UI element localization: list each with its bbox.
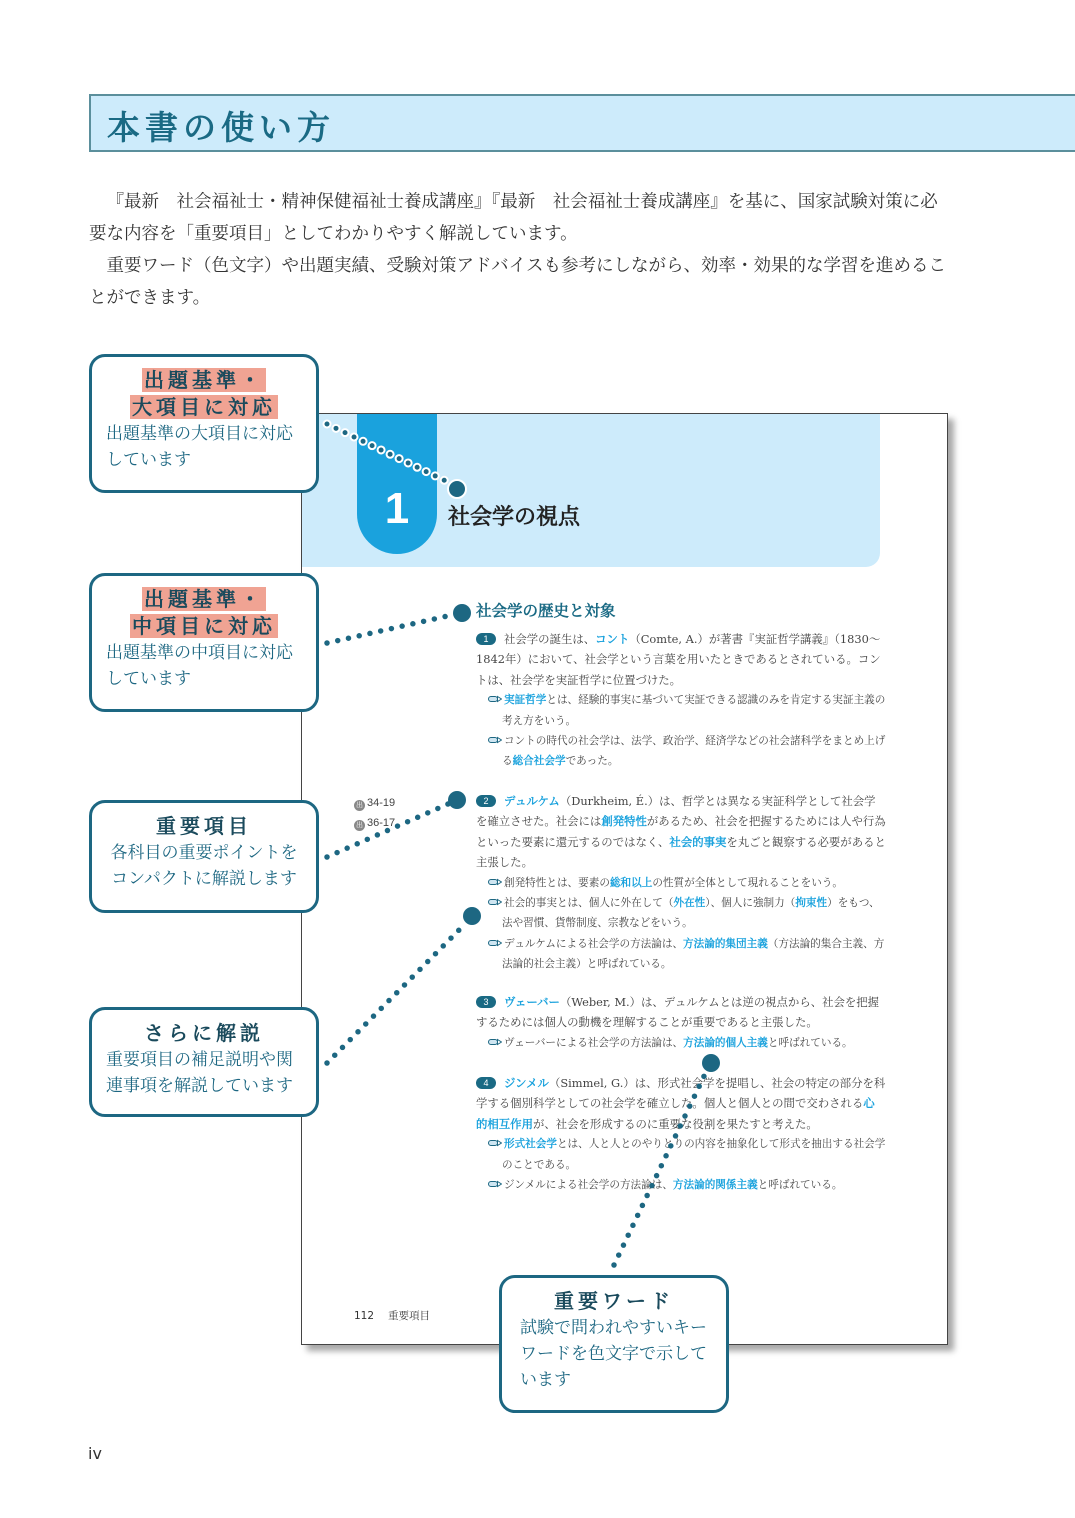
chapter-number: 1 — [384, 484, 410, 533]
callout-heading: さらに解説 — [144, 1021, 264, 1045]
item-text: 2 デュルケム（Durkheim, É.）は、哲学とは異なる実証科学として社会学を確立させた。社会には創発特性があるため、社会を把握するためには人や行為といった要素に還元するのではなく、社会的事実を丸ごと観察する必要があると主張した。 — [476, 794, 886, 870]
callout-description: 試験で問われやすいキーワードを色文字で示しています — [520, 1318, 707, 1390]
pencil-icon — [488, 1180, 502, 1188]
intro-paragraph: 『最新 社会福祉士・精神保健福祉士養成講座』『最新 社会福祉士養成講座』を基に、国家試験対策に必要な内容を「重要項目」としてわかりやすく解説しています。 — [89, 192, 938, 244]
sample-page — [301, 413, 948, 1345]
keyword: ヴェーバー — [504, 995, 560, 1009]
keyword: ジンメル — [504, 1076, 549, 1090]
key-item-2 — [476, 791, 886, 975]
supplement-note: ヴェーバーによる社会学の方法論は、方法論的個人主義と呼ばれている。 — [476, 1033, 886, 1053]
callout-further-explanation — [89, 1007, 319, 1117]
callout-heading: 中項目に対応 — [132, 614, 276, 638]
exam-reference: 出 34-19 — [356, 797, 396, 809]
exam-reference-list — [354, 793, 395, 833]
keyword: 社会的事実 — [669, 834, 727, 849]
item-number-badge: 2 — [476, 795, 496, 807]
chapter-title: 社会学の視点 — [448, 505, 581, 530]
item-number-badge: 1 — [476, 633, 496, 645]
key-item-4 — [476, 1073, 886, 1195]
chapter-band — [302, 414, 880, 567]
item-text: 4 ジンメル（Simmel, G.）は、形式社会学を提唱し、社会の特定の部分を科学する個別科学としての社会学を確立した。個人と個人との間で交わされる心的相互作用が、社会を形成するのに重要な役割を果たすと考えた。 — [476, 1076, 886, 1131]
callout-key-word — [499, 1275, 729, 1413]
keyword: 総和以上 — [609, 876, 653, 889]
keyword: 形式社会学 — [504, 1138, 557, 1151]
pencil-icon — [488, 878, 502, 886]
key-item-3 — [476, 992, 886, 1053]
pencil-icon — [488, 898, 502, 906]
keyword: 外在性 — [673, 897, 706, 910]
pencil-icon — [488, 736, 502, 744]
callout-description: 重要項目の補足説明や関連事項を解説しています — [106, 1050, 293, 1096]
callout-heading: 大項目に対応 — [132, 395, 276, 419]
pencil-icon — [488, 1139, 502, 1147]
keyword: 方法論的関係主義 — [672, 1179, 758, 1192]
item-text: 1 社会学の誕生は、コント（Comte, A.）が著書『実証哲学講義』（1830～1842年）において、社会学という言葉を用いたときであるとされている。コントは、社会学を実証哲学に位置づけた。 — [476, 632, 881, 687]
exam-icon: 出 — [356, 822, 363, 829]
page-title: 本書の使い方 — [107, 108, 335, 147]
pencil-icon — [488, 939, 502, 947]
callout-heading: 出題基準・ — [144, 587, 264, 611]
keyword: 創発特性 — [601, 814, 647, 829]
key-item-1 — [476, 629, 886, 772]
item-number-badge: 4 — [476, 1077, 496, 1089]
exam-icon: 出 — [356, 802, 363, 809]
supplement-note: 形式社会学とは、人と人とのやりとりの内容を抽象化して形式を抽出する社会学のことである。 — [476, 1134, 886, 1175]
chapter-tab — [357, 414, 437, 554]
callout-heading: 重要ワード — [554, 1289, 674, 1313]
page-title-box — [89, 94, 1075, 152]
callout-key-item — [89, 800, 319, 913]
callout-middle-item — [89, 573, 319, 712]
keyword: 拘束性 — [795, 897, 828, 910]
supplement-note: ジンメルによる社会学の方法論は、方法論的関係主義と呼ばれている。 — [476, 1175, 886, 1195]
sample-page-footer: 112 重要項目 — [354, 1310, 431, 1322]
keyword: 方法論的集団主義 — [683, 937, 768, 950]
supplement-note: デュルケムによる社会学の方法論は、方法論的集団主義（方法論的集合主義、方法論的社会主義）と呼ばれている。 — [476, 934, 886, 975]
item-text: 3 ヴェーバー（Weber, M.）は、デュルケムとは逆の視点から、社会を把握するためには個人の動機を理解することが重要であると主張した。 — [476, 995, 880, 1030]
callout-heading: 出題基準・ — [144, 368, 264, 392]
item-number-badge: 3 — [476, 996, 496, 1008]
keyword: デュルケム — [504, 794, 560, 808]
supplement-note: 創発特性とは、要素の総和以上の性質が全体として現れることをいう。 — [476, 873, 886, 893]
pencil-icon — [488, 1038, 502, 1046]
keyword: 心的相互作用 — [476, 1096, 875, 1131]
callout-major-item — [89, 354, 319, 493]
callout-description: 各科目の重要ポイントをコンパクトに解説します — [110, 843, 298, 889]
callout-description: 出題基準の大項目に対応しています — [106, 424, 293, 470]
keyword: コント — [595, 632, 630, 646]
callout-description: 出題基準の中項目に対応しています — [106, 643, 293, 689]
pencil-icon — [488, 695, 502, 703]
intro-paragraph: 重要ワード（色文字）や出題実績、受験対策アドバイスも参考にしながら、効率・効果的な学習を進めることができます。 — [89, 256, 946, 308]
keyword: 方法論的個人主義 — [683, 1036, 768, 1049]
supplement-note: 社会的事実とは、個人に外在して（外在性）、個人に強制力（拘束性）をもつ、法や習慣、貨幣制度、宗教などをいう。 — [476, 893, 886, 934]
keyword: 総合社会学 — [512, 755, 566, 768]
keyword: 実証哲学 — [504, 694, 547, 707]
supplement-note: 実証哲学とは、経験的事実に基づいて実証できる認識のみを肯定する実証主義の考え方をいう。 — [476, 690, 886, 731]
supplement-note: コントの時代の社会学は、法学、政治学、経済学などの社会諸科学をまとめ上げる総合社会学であった。 — [476, 731, 886, 772]
intro-text — [89, 186, 949, 314]
exam-reference: 出 36-17 — [356, 817, 396, 829]
callout-heading: 重要項目 — [156, 814, 252, 838]
page-number: iv — [88, 1444, 102, 1463]
section-heading: 社会学の歴史と対象 — [476, 602, 616, 620]
